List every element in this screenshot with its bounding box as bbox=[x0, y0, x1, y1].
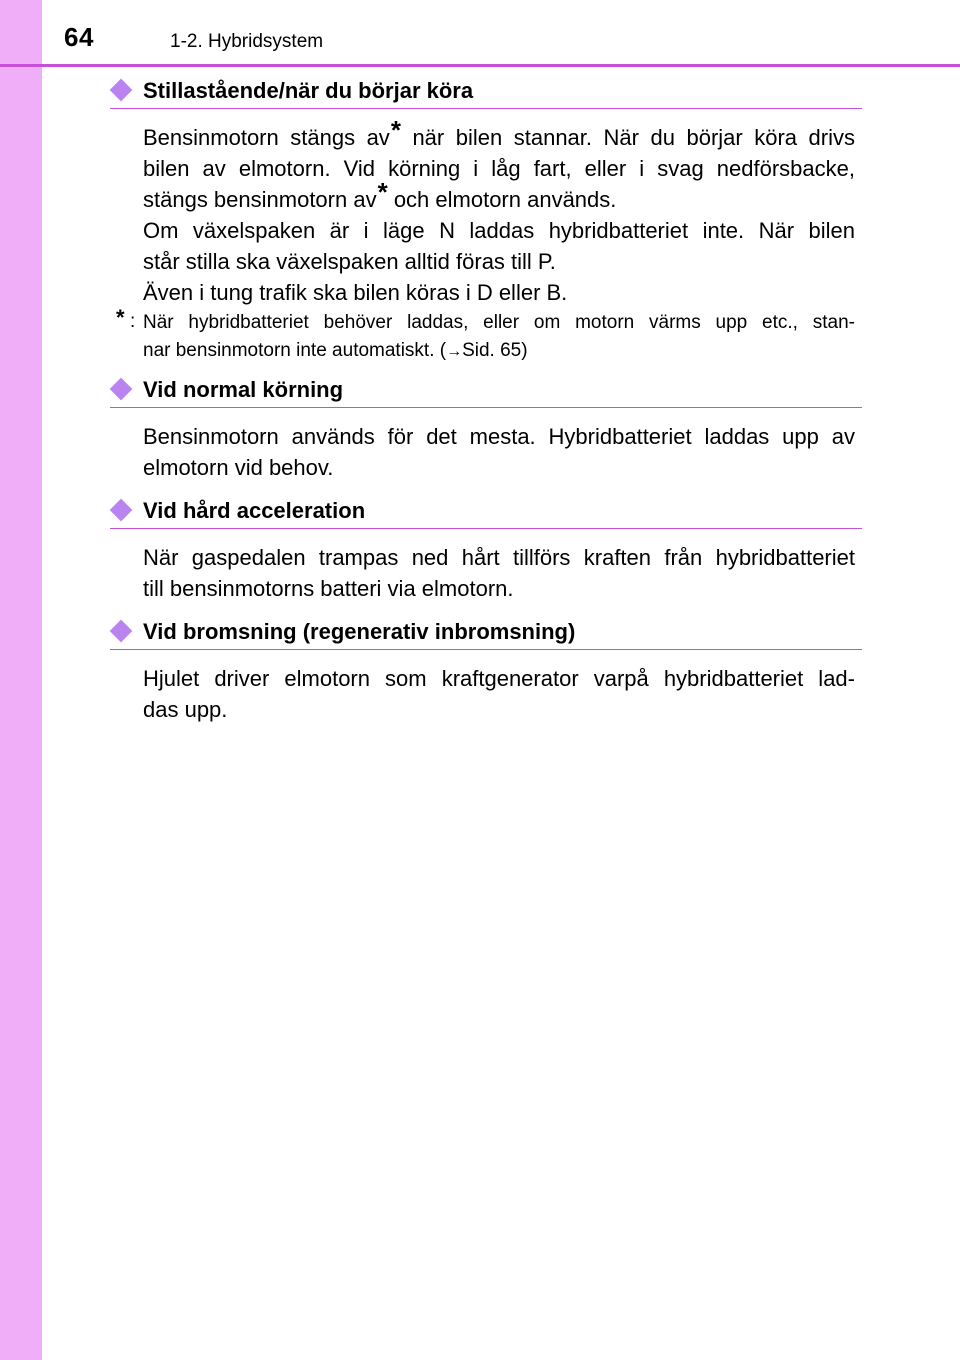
header-rule bbox=[0, 64, 960, 67]
section-1-body bbox=[143, 115, 855, 308]
text-line: står stilla ska växelspaken alltid föras till P. bbox=[143, 249, 556, 274]
text-line: Bensinmotorn används för det mesta. Hybridbatteriet laddas upp av bbox=[143, 424, 855, 449]
text-line: När gaspedalen trampas ned hårt tillförs kraften från hybridbatteriet bbox=[143, 545, 855, 570]
footnote-line: nar bensinmotorn inte automatiskt. (→Sid. 65) bbox=[143, 340, 528, 361]
section-title: Vid hård acceleration bbox=[143, 498, 366, 523]
text-line: Hjulet driver elmotorn som kraftgenerator varpå hybridbatteriet lad- bbox=[143, 666, 855, 691]
footnote-line: När hybridbatteriet behöver laddas, eller om motorn värms upp etc., stan- bbox=[143, 312, 855, 333]
section-title: Vid normal körning bbox=[143, 377, 344, 402]
diamond-bullet-icon bbox=[110, 499, 133, 522]
diamond-bullet-icon bbox=[110, 378, 133, 401]
diamond-bullet-icon bbox=[110, 620, 133, 643]
page-number: 64 bbox=[64, 22, 94, 52]
asterisk-marker: * bbox=[377, 177, 388, 207]
diamond-bullet-icon bbox=[110, 79, 133, 102]
section-path: 1-2. Hybridsystem bbox=[170, 31, 324, 52]
text-line: stängs bensinmotorn av* och elmotorn används. bbox=[143, 177, 617, 212]
footnote bbox=[143, 309, 855, 366]
section-2-body bbox=[143, 421, 855, 483]
section-3-body bbox=[143, 542, 855, 604]
text-line: elmotorn vid behov. bbox=[143, 455, 334, 480]
text-line: das upp. bbox=[143, 697, 228, 722]
section-title: Vid bromsning (regenerativ inbromsning) bbox=[143, 619, 576, 644]
section-heading-3 bbox=[110, 498, 862, 529]
arrow-icon: → bbox=[446, 343, 463, 360]
section-4-body bbox=[143, 663, 855, 725]
text-line: Om växelspaken är i läge N laddas hybridbatteriet inte. När bilen bbox=[143, 218, 855, 243]
footnote-marker: * bbox=[116, 305, 125, 330]
text-line: till bensinmotorns batteri via elmotorn. bbox=[143, 576, 514, 601]
page-reference-link[interactable]: Sid. 65) bbox=[462, 340, 528, 361]
section-heading-2 bbox=[110, 377, 862, 408]
section-heading-4 bbox=[110, 619, 862, 650]
text-line: bilen av elmotorn. Vid körning i låg fart, eller i svag nedförsbacke, bbox=[143, 156, 855, 181]
section-heading-1 bbox=[110, 78, 862, 109]
section-title: Stillastående/när du börjar köra bbox=[143, 78, 474, 103]
asterisk-marker: * bbox=[390, 115, 401, 145]
text-line: Även i tung trafik ska bilen köras i D eller B. bbox=[143, 280, 568, 305]
footnote-colon: : bbox=[130, 311, 136, 332]
text-line: Bensinmotorn stängs av* när bilen stannar. När du börjar köra drivs bbox=[143, 115, 855, 150]
side-color-band bbox=[0, 0, 42, 1360]
